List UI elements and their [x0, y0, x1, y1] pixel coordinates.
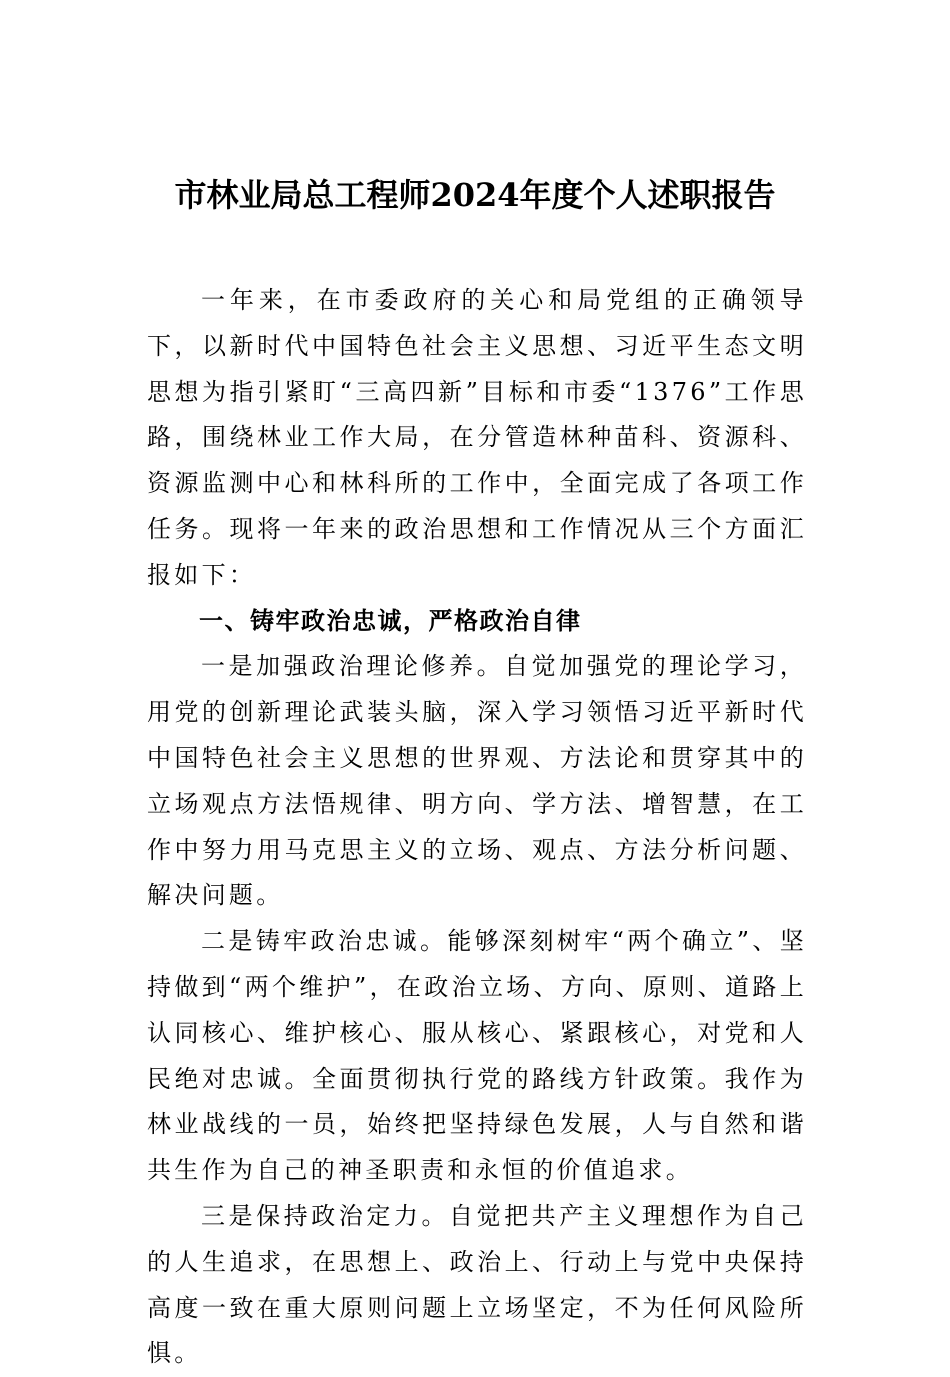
intro-paragraph: 一年来，在市委政府的关心和局党组的正确领导下，以新时代中国特色社会主义思想、习近平生态文明思想为指引紧盯“三高四新”目标和市委“1376”工作思路，围绕林业工作大局，在分管造林种苗科、资源科、资源监测中心和林科所的工作中，全面完成了各项工作任务。现将一年来的政治思想和工作情况从三个方面汇报如下：: [147, 286, 807, 589]
paragraph-3: 三是保持政治定力。自觉把共产主义理想作为自己的人生追求，在思想上、政治上、行动上与党中央保持高度一致在重大原则问题上立场坚定，不为任何风险所惧。: [147, 1201, 807, 1368]
document-title: 市林业局总工程师2024年度个人述职报告: [174, 176, 776, 214]
paragraph-2: 二是铸牢政治忠诚。能够深刻树牢“两个确立”、坚持做到“两个维护”，在政治立场、方向、原则、道路上认同核心、维护核心、服从核心、紧跟核心，对党和人民绝对忠诚。全面贯彻执行党的路线方针政策。我作为林业战线的一员，始终把坚持绿色发展，人与自然和谐共生作为自己的神圣职责和永恒的价值追求。: [147, 927, 807, 1185]
document-body: [147, 278, 807, 1377]
section-heading: 一、铸牢政治忠诚，严格政治自律: [199, 606, 582, 635]
paragraph-1: 一是加强政治理论修养。自觉加强党的理论学习，用党的创新理论武装头脑，深入学习领悟习近平新时代中国特色社会主义思想的世界观、方法论和贯穿其中的立场观点方法悟规律、明方向、学方法、增智慧，在工作中努力用马克思主义的立场、观点、方法分析问题、解决问题。: [147, 652, 807, 910]
